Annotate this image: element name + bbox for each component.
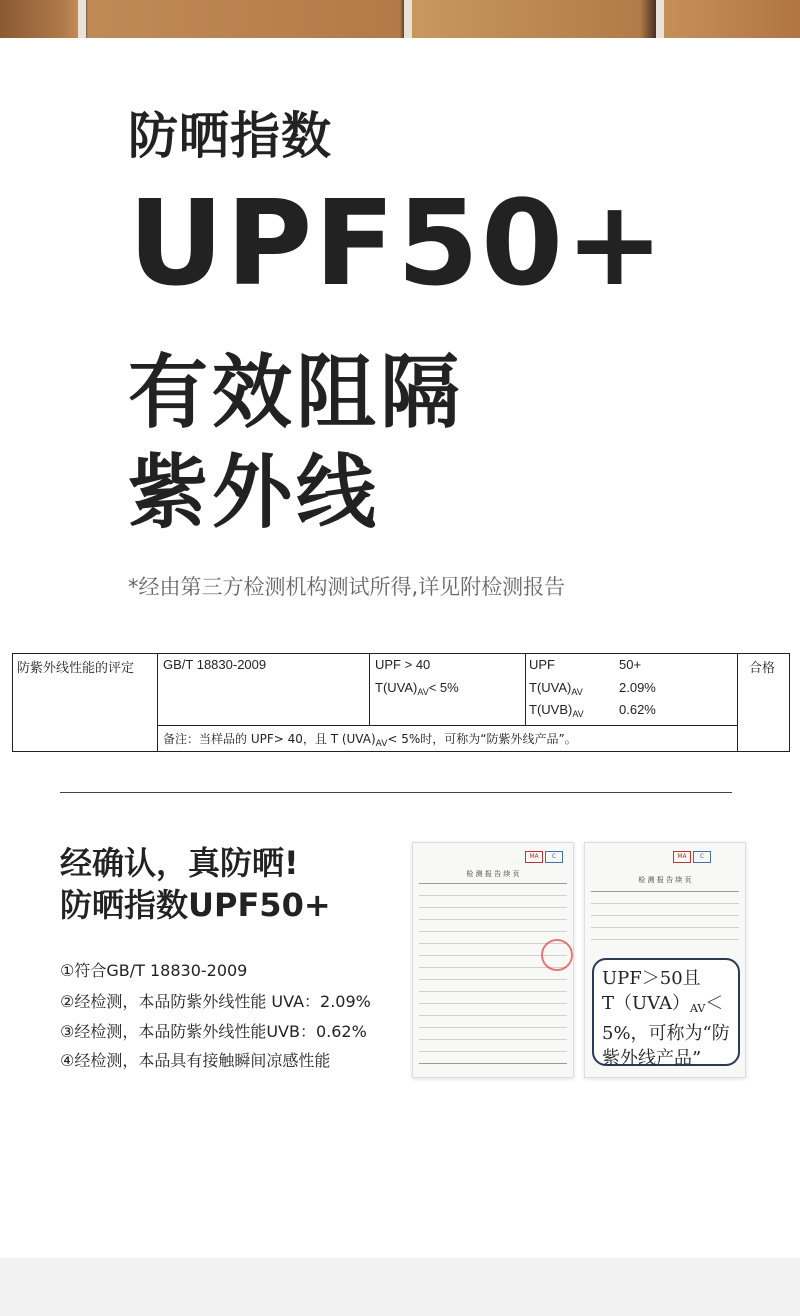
- callout-less-than: ＜: [705, 993, 724, 1014]
- table-result-upf-label: UPF: [529, 657, 555, 672]
- table-result-uva-label: [529, 680, 583, 697]
- headline-block-line2: 紫外线: [128, 446, 380, 539]
- result-uvb-sub: AV: [572, 709, 584, 719]
- callout-line1: UPF＞50且: [602, 968, 701, 989]
- report-row: [419, 1051, 567, 1052]
- report-row: [419, 1027, 567, 1028]
- callout-line4: 紫外线产品”: [602, 1048, 702, 1069]
- table-divider: [369, 654, 370, 725]
- result-uva-sub: AV: [571, 687, 583, 697]
- table-result-uvb-value: 0.62%: [619, 702, 656, 717]
- table-requirement-uva: [375, 680, 459, 697]
- report-row: [419, 991, 567, 992]
- requirement-uva-sub: AV: [417, 687, 429, 697]
- list-item: ④经检测，本品具有接触瞬间凉感性能: [60, 1051, 331, 1070]
- list-item: ③经检测，本品防紫外线性能UVB：0.62%: [60, 1022, 367, 1041]
- report-image-1: [412, 842, 574, 1078]
- report-title: 检 测 报 告 续 页: [638, 876, 692, 884]
- footer-strip: [0, 1258, 800, 1316]
- report-row: [419, 931, 567, 932]
- report-row: [419, 1039, 567, 1040]
- table-divider: [157, 654, 158, 751]
- table-divider: [525, 654, 526, 725]
- report-title: 检 测 报 告 续 页: [466, 870, 520, 878]
- report-row: [419, 895, 567, 896]
- report-row: [419, 1015, 567, 1016]
- remark-suffix: < 5%时，可称为“防紫外线产品”。: [387, 732, 577, 746]
- table-divider: [157, 725, 737, 726]
- remark-prefix: 备注：当样品的 UPF> 40，且 T (UVA): [163, 732, 376, 746]
- top-photo-strip: [0, 0, 800, 38]
- confirm-line2: 防晒指数UPF50+: [60, 886, 331, 924]
- section-divider: [60, 792, 732, 793]
- callout-line3: 5%，可称为“防: [602, 1023, 730, 1044]
- red-seal-stamp: [541, 939, 573, 971]
- table-result-uvb-label: [529, 702, 584, 719]
- report-row: [591, 927, 739, 928]
- cma-logo-icon: MA: [525, 851, 543, 863]
- report-row: [419, 967, 567, 968]
- cnas-logo-icon: C: [693, 851, 711, 863]
- callout-line2: [602, 991, 730, 1021]
- result-uva-label: T(UVA): [529, 680, 572, 695]
- report-row: [591, 903, 739, 904]
- table-standard: GB/T 18830-2009: [163, 657, 267, 672]
- photo-detail: [656, 0, 664, 38]
- report-row: [419, 1063, 567, 1064]
- table-verdict: 合格: [749, 661, 776, 676]
- requirement-uva-label: T(UVA): [375, 680, 418, 695]
- callout-uva: T（UVA）: [602, 993, 690, 1014]
- table-requirement-upf: UPF > 40: [375, 657, 431, 672]
- report-row: [591, 891, 739, 892]
- confirm-line1: 经确认，真防晒!: [60, 844, 299, 882]
- report-row: [419, 883, 567, 884]
- report-row: [591, 915, 739, 916]
- requirement-uva-value: < 5%: [428, 680, 459, 695]
- list-item: ②经检测，本品防紫外线性能 UVA：2.09%: [60, 992, 371, 1011]
- callout-bubble: [592, 958, 740, 1069]
- table-result-upf-value: 50+: [619, 657, 642, 672]
- photo-detail: [78, 0, 86, 38]
- table-remark: [163, 730, 577, 749]
- report-row: [419, 979, 567, 980]
- test-note: *经由第三方检测机构测试所得,详见附检测报告: [128, 575, 566, 599]
- table-item-name: 防紫外线性能的评定: [17, 661, 135, 676]
- headline-block-line1: 有效阻隔: [128, 346, 464, 439]
- headline-upf: UPF50+: [128, 174, 666, 312]
- remark-sub: AV: [375, 739, 388, 749]
- report-row: [419, 1003, 567, 1004]
- report-row: [419, 919, 567, 920]
- callout-uva-sub: AV: [689, 1002, 706, 1015]
- photo-detail: [404, 0, 412, 38]
- table-divider: [737, 654, 738, 751]
- result-uvb-label: T(UVB): [529, 702, 573, 717]
- cnas-logo-icon: C: [545, 851, 563, 863]
- report-table: [12, 653, 790, 752]
- headline-sun-index: 防晒指数: [128, 107, 332, 165]
- cma-logo-icon: MA: [673, 851, 691, 863]
- table-result-uva-value: 2.09%: [619, 680, 656, 695]
- report-row: [591, 939, 739, 940]
- list-item: ①符合GB/T 18830-2009: [60, 961, 248, 980]
- report-row: [419, 907, 567, 908]
